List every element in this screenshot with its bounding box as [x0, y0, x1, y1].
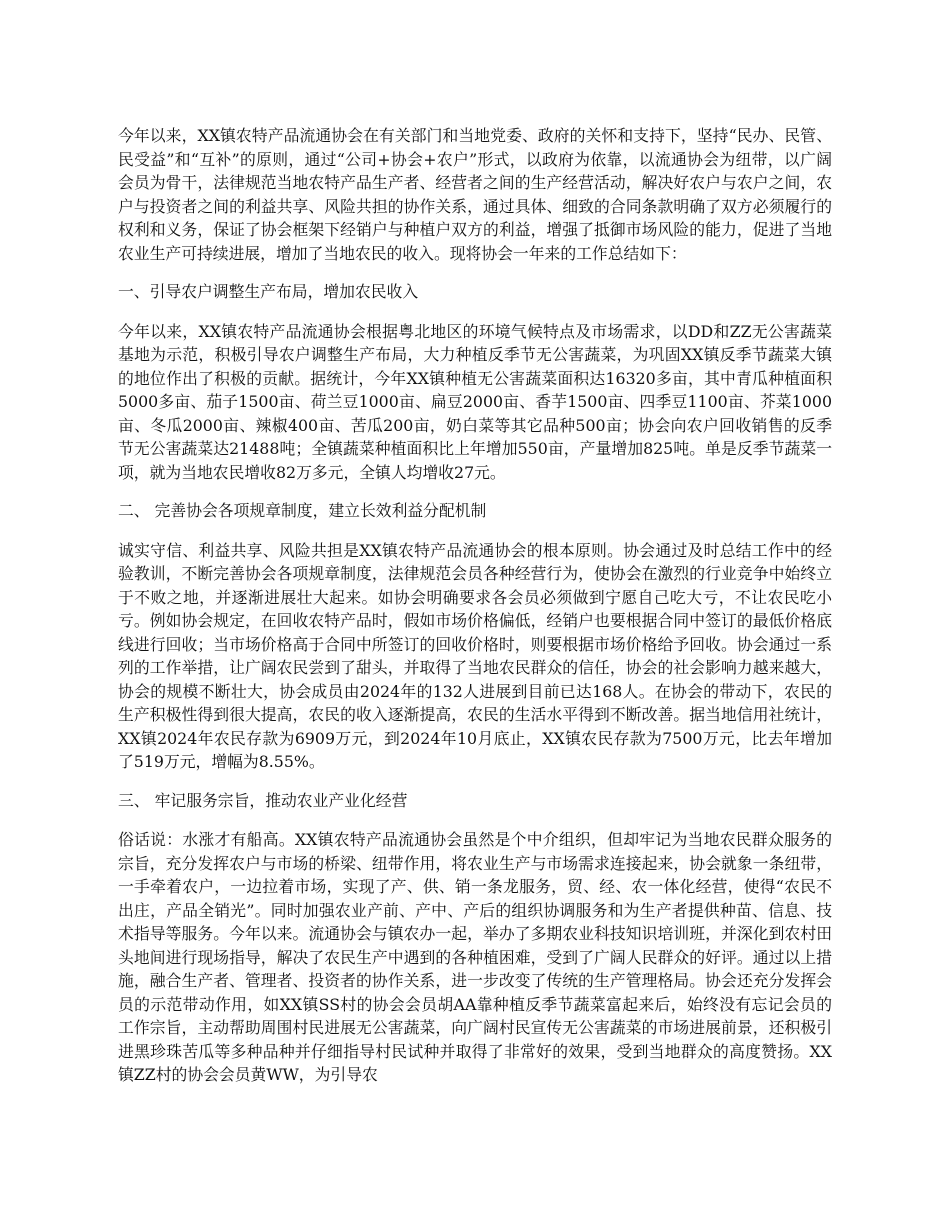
section-1-paragraph: 今年以来，XX镇农特产品流通协会根据粤北地区的环境气候特点及市场需求，以DD和ZZ无公害蔬菜基地为示范，积极引导农户调整生产布局，大力种植反季节无公害蔬菜，为巩固XX镇反季节蔬菜大镇的地位作出了积极的贡献。据统计，今年XX镇种植无公害蔬菜面积达16320多亩，其中青瓜种植面积5000多亩、茄子1500亩、荷兰豆1000亩、扁豆2000亩、香芋1500亩、四季豆1100亩、芥菜1000亩、冬瓜2000亩、辣椒400亩、苦瓜200亩，奶白菜等其它品种500亩；协会向农户回收销售的反季节无公害蔬菜达21488吨；全镇蔬菜种植面积比上年增加550亩，产量增加825吨。单是反季节蔬菜一项，就为当地农民增收82万多元，全镇人均增收27元。	[118, 321, 832, 482]
section-2-paragraph: 诚实守信、利益共享、风险共担是XX镇农特产品流通协会的根本原则。协会通过及时总结工作中的经验教训，不断完善协会各项规章制度，法律规范会员各种经营行为，使协会在激烈的行业竞争中始终立于不败之地，并逐渐进展壮大起来。如协会明确要求各会员必须做到宁愿自己吃大亏，不让农民吃小亏。例如协会规定，在回收农特产品时，假如市场价格偏低，经销户也要根据合同中签订的最低价格底线进行回收；当市场价格高于合同中所签订的回收价格时，则要根据市场价格给予回收。协会通过一系列的工作举措，让广阔农民尝到了甜头，并取得了当地农民群众的信任，协会的社会影响力越来越大，协会的规模不断壮大，协会成员由2024年的132人进展到目前已达168人。在协会的带动下，农民的生产积极性得到很大提高，农民的收入逐渐提高，农民的生活水平得到不断改善。据当地信用社统计，XX镇2024年农民存款为6909万元，到2024年10月底止，XX镇农民存款为7500万元，比去年增加了519万元，增幅为8.55%。	[118, 540, 832, 771]
section-heading-2: 二、 完善协会各项规章制度，建立长效利益分配机制	[118, 501, 487, 520]
section-heading-3: 三、 牢记服务宗旨，推动农业产业化经营	[118, 790, 408, 810]
intro-paragraph: 今年以来，XX镇农特产品流通协会在有关部门和当地党委、政府的关怀和支持下，坚持“民办、民管、民受益”和“互补”的原则，通过“公司+协会+农户”形式，以政府为依靠，以流通协会为纽带，以广阔会员为骨干，法律规范当地农特产品生产者、经营者之间的生产经营活动，解决好农户与农户之间，农户与投资者之间的利益共享、风险共担的协作关系，通过具体、细致的合同条款明确了双方必须履行的权利和义务，保证了协会框架下经销户与种植户双方的利益，增强了抵御市场风险的能力，促进了当地农业生产可持续进展，增加了当地农民的收入。现将协会一年来的工作总结如下：	[118, 126, 832, 263]
section-heading-1: 一、引导农户调整生产布局，增加农民收入	[118, 282, 419, 301]
section-3-paragraph: 俗话说：水涨才有船高。XX镇农特产品流通协会虽然是个中介组织，但却牢记为当地农民群众服务的宗旨，充分发挥农户与市场的桥梁、纽带作用，将农业生产与市场需求连接起来，协会就象一条纽带，一手牵着农户，一边拉着市场，实现了产、供、销一条龙服务，贸、经、农一体化经营，使得“农民不出庄，产品全销光”。同时加强农业产前、产中、产后的组织协调服务和为生产者提供种苗、信息、技术指导等服务。今年以来。流通协会与镇农办一起，举办了多期农业科技知识培训班，并深化到农村田头地间进行现场指导，解决了农民生产中遇到的各种植困难，受到了广阔人民群众的好评。通过以上措施，融合生产者、管理者、投资者的协作关系，进一步改变了传统的生产管理格局。协会还充分发挥会员的示范带动作用，如XX镇SS村的协会会员胡AA靠种植反季节蔬菜富起来后，始终没有忘记会员的工作宗旨，主动帮助周围村民进展无公害蔬菜，向广阔村民宣传无公害蔬菜的市场进展前景，还积极引进黑珍珠苦瓜等多种品种并仔细指导村民试种并取得了非常好的效果，受到当地群众的高度赞扬。XX镇ZZ村的协会会员黄WW，为引导农	[118, 830, 832, 1084]
